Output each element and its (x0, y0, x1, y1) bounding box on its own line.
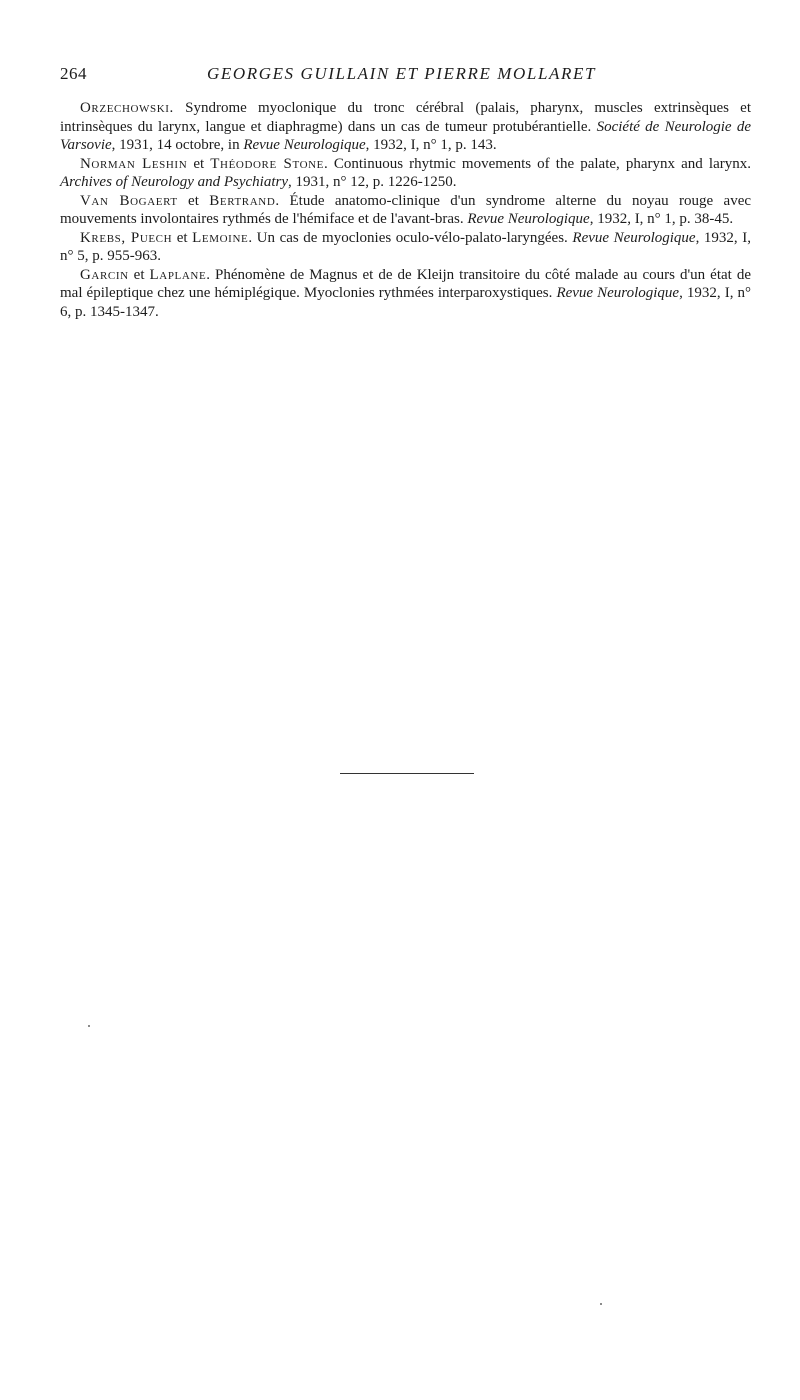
reference-text: . Phénomène de Magnus et de de Kleijn transitoire du côté malade au cours d'un état de mal épileptique chez une hémiplégique. Myoclonies rythmées interparoxystiques. (60, 266, 751, 301)
reference-venue: Revue Neurologique (467, 211, 590, 227)
reference-authors: Laplane (149, 266, 207, 283)
reference-orzechowski (60, 99, 751, 155)
reference-text: , 1932, I, n° 6, p. 1345-1347. (60, 285, 751, 320)
reference-van-bogaert-bertrand (60, 192, 751, 229)
reference-conjunction: et (172, 229, 193, 246)
reference-venue: Société de Neurologie de Varsovie (60, 118, 752, 153)
running-title: GEORGES GUILLAIN ET PIERRE MOLLARET (206, 64, 597, 83)
reference-conjunction: et (128, 266, 150, 283)
reference-authors: Orzechowski. (80, 100, 174, 116)
reference-authors: Norman Leshin (80, 155, 188, 172)
ink-speck (88, 1025, 90, 1027)
reference-authors: Krebs, Puech (80, 229, 173, 246)
reference-authors: Bertrand (209, 192, 276, 209)
reference-authors: Garcin (80, 266, 129, 283)
reference-venue: Revue Neurologique (243, 137, 366, 153)
reference-authors: Théodore Stone (210, 155, 324, 172)
reference-list (60, 99, 751, 321)
reference-garcin-laplane (60, 266, 751, 322)
reference-text: , 1931, 14 octobre, in (111, 137, 244, 153)
reference-venue: Revue Neurologique (572, 229, 696, 246)
reference-text: , 1932, I, n° 5, p. 955-963. (60, 229, 751, 264)
reference-venue: Revue Neurologique (556, 285, 680, 301)
page-header (60, 64, 743, 88)
ink-speck (600, 1303, 602, 1305)
reference-krebs-puech-lemoine (60, 229, 751, 266)
reference-text: . Continuous rhytmic movements of the palate, pharynx and larynx. (324, 155, 751, 172)
reference-text: . Étude anatomo-clinique d'un syndrome alterne du noyau rouge avec mouvements involontaires rythmés de l'hémiface et de l'avant-bras. (60, 192, 752, 227)
reference-text: , 1931, n° 12, p. 1226-1250. (288, 174, 457, 190)
reference-conjunction: et (177, 192, 210, 209)
reference-venue: Archives of Neurology and Psychiatry (60, 174, 289, 190)
reference-text: Syndrome myoclonique du tronc cérébral (palais, pharynx, muscles extrinsèques et intrinsèques du larynx, langue et diaphragme) dans un cas de tumeur protubérantielle. (60, 100, 751, 135)
reference-conjunction: et (187, 155, 211, 172)
reference-authors: Lemoine (192, 229, 249, 246)
page-number: 264 (60, 64, 87, 83)
reference-text: , 1932, I, n° 1, p. 38-45. (589, 211, 734, 227)
reference-authors: Van Bogaert (80, 192, 178, 209)
reference-text: . Un cas de myoclonies oculo-vélo-palato-laryngées. (248, 229, 573, 246)
reference-leshin-stone (60, 155, 751, 192)
end-rule (340, 773, 474, 774)
reference-text: , 1932, I, n° 1, p. 143. (365, 137, 497, 153)
